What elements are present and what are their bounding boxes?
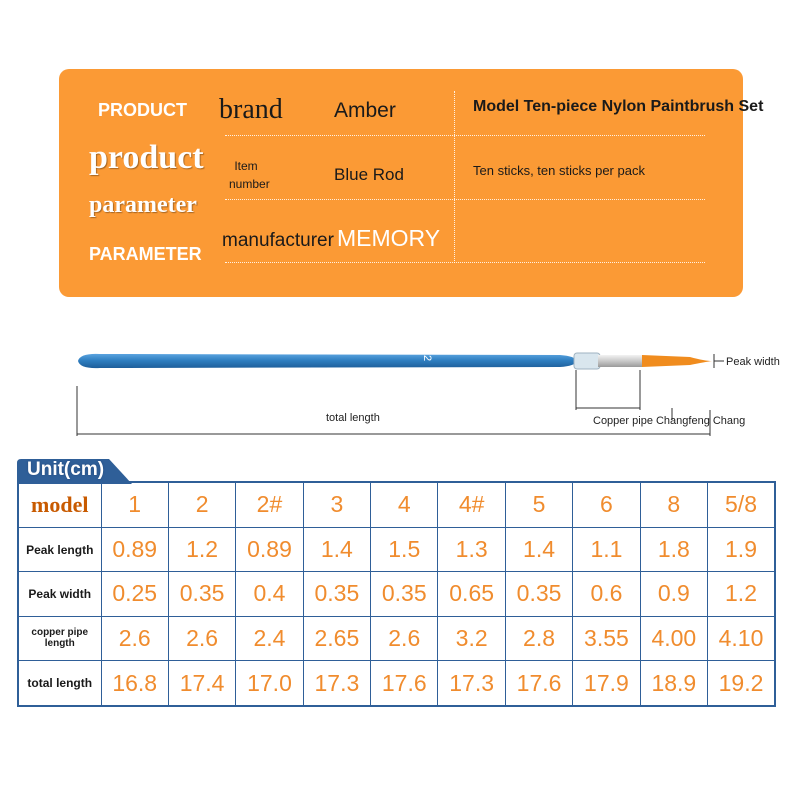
value-cell: 16.8 [101, 661, 168, 706]
brand-value: Amber [334, 99, 396, 122]
brush-diagram [0, 330, 800, 450]
value-cell: 0.35 [371, 572, 438, 616]
model-value: Model Ten-piece Nylon Paintbrush Set [473, 98, 764, 115]
brush-handle [78, 354, 577, 368]
table-row [18, 616, 775, 660]
value-cell: 0.65 [438, 572, 505, 616]
brand-label: brand [219, 94, 283, 125]
total-length-label: total length [326, 412, 380, 424]
value-cell: 0.35 [168, 572, 235, 616]
table-row [18, 527, 775, 571]
value-cell: 4.00 [640, 616, 707, 660]
value-cell: 0.4 [236, 572, 303, 616]
value-cell: 17.6 [505, 661, 572, 706]
brush-ferrule [598, 355, 642, 367]
value-cell: 0.25 [101, 572, 168, 616]
model-cell: 8 [640, 482, 707, 527]
value-cell: 0.35 [303, 572, 370, 616]
value-cell: 2.6 [101, 616, 168, 660]
manufacturer-value: MEMORY [337, 225, 441, 251]
model-header-cell: model [18, 482, 101, 527]
parameter-subheading-caps: PARAMETER [89, 244, 202, 264]
model-cell: 4 [371, 482, 438, 527]
row-divider [225, 135, 705, 136]
value-cell: 17.0 [236, 661, 303, 706]
product-heading: product [89, 139, 204, 176]
item-number-value: Blue Rod [334, 165, 404, 184]
value-cell: 1.3 [438, 527, 505, 571]
value-cell: 0.89 [236, 527, 303, 571]
value-cell: 4.10 [708, 616, 775, 660]
handle-number: 2 [421, 354, 434, 362]
value-cell: 0.6 [573, 572, 640, 616]
brush-illustration [0, 330, 800, 450]
pack-value: Ten sticks, ten sticks per pack [473, 163, 645, 178]
value-cell: 17.4 [168, 661, 235, 706]
model-cell: 2# [236, 482, 303, 527]
size-spec-table [17, 481, 776, 707]
value-cell: 19.2 [708, 661, 775, 706]
row-divider [225, 199, 705, 200]
model-cell: 6 [573, 482, 640, 527]
value-cell: 0.89 [101, 527, 168, 571]
value-cell: 17.9 [573, 661, 640, 706]
value-cell: 2.4 [236, 616, 303, 660]
value-cell: 1.5 [371, 527, 438, 571]
value-cell: 0.35 [505, 572, 572, 616]
size-spec-body [18, 482, 775, 706]
value-cell: 1.2 [168, 527, 235, 571]
parameter-subheading: parameter [89, 192, 197, 218]
value-cell: 1.9 [708, 527, 775, 571]
value-cell: 2.6 [168, 616, 235, 660]
brush-tip [642, 355, 712, 367]
value-cell: 1.1 [573, 527, 640, 571]
value-cell: 17.3 [438, 661, 505, 706]
row-label-cell: total length [18, 661, 101, 706]
manufacturer-label: manufacturer [222, 230, 334, 251]
value-cell: 3.2 [438, 616, 505, 660]
product-parameter-card [59, 69, 764, 297]
value-cell: 2.8 [505, 616, 572, 660]
value-cell: 17.3 [303, 661, 370, 706]
row-divider [225, 262, 705, 263]
peak-width-label: Peak width [726, 356, 780, 368]
row-label-cell: Peak length [18, 527, 101, 571]
value-cell: 1.2 [708, 572, 775, 616]
value-cell: 3.55 [573, 616, 640, 660]
model-cell: 3 [303, 482, 370, 527]
value-cell: 2.6 [371, 616, 438, 660]
row-label-cell: copper pipe length [18, 616, 101, 660]
value-cell: 18.9 [640, 661, 707, 706]
table-row [18, 572, 775, 616]
model-cell: 4# [438, 482, 505, 527]
model-cell: 2 [168, 482, 235, 527]
row-label-cell: Peak width [18, 572, 101, 616]
item-number-label: Item number [229, 159, 270, 191]
column-divider [454, 91, 455, 263]
product-heading-caps: PRODUCT [98, 100, 187, 120]
brush-crimp [574, 353, 600, 369]
table-row [18, 661, 775, 706]
unit-label: Unit(cm) [27, 459, 105, 480]
model-cell: 1 [101, 482, 168, 527]
value-cell: 1.8 [640, 527, 707, 571]
value-cell: 17.6 [371, 661, 438, 706]
table-header-row [18, 482, 775, 527]
value-cell: 1.4 [303, 527, 370, 571]
model-cell: 5/8 [708, 482, 775, 527]
value-cell: 2.65 [303, 616, 370, 660]
value-cell: 0.9 [640, 572, 707, 616]
model-cell: 5 [505, 482, 572, 527]
value-cell: 1.4 [505, 527, 572, 571]
copper-pipe-label: Copper pipe Changfeng Chang [593, 415, 746, 427]
